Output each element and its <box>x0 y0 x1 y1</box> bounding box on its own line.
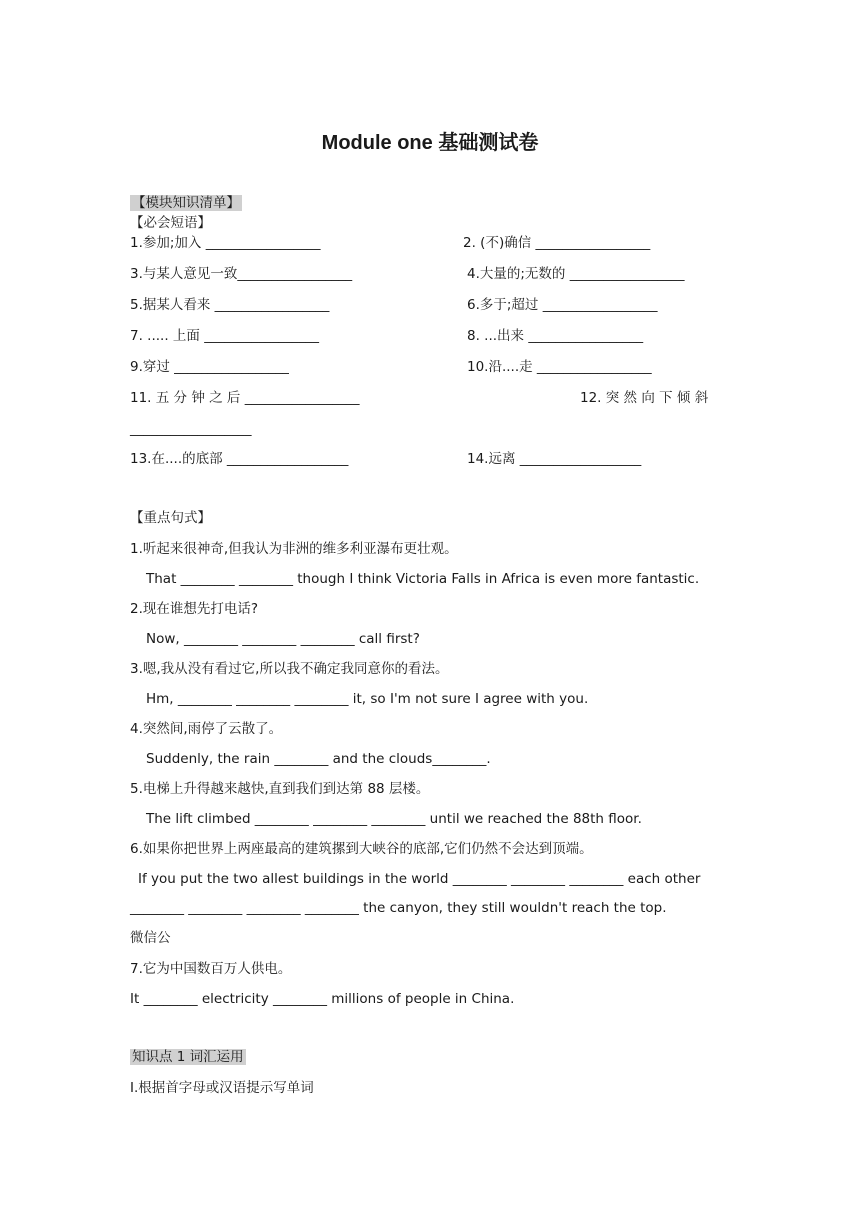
sentence-chinese: 7.它为中国数百万人供电。 <box>130 961 292 977</box>
sentence-english: Suddenly, the rain ________ and the clouds________. <box>146 751 491 767</box>
sentence-english: Hm, ________ ________ ________ it, so I'm not sure I agree with you. <box>146 691 589 707</box>
phrase-item: 10.沿....走 _________________ <box>467 359 652 375</box>
phrase-item: 4.大量的;无数的 _________________ <box>467 266 685 282</box>
section-header-sentences: 【重点句式】 <box>130 510 211 526</box>
sentence-english: The lift climbed ________ ________ ________ until we reached the 88th floor. <box>146 811 642 827</box>
phrase-answer-line: __________________ <box>130 421 252 437</box>
watermark-text: 微信公 <box>130 930 171 946</box>
sentence-english: ________ ________ ________ ________ the canyon, they still wouldn't reach the top. <box>130 900 667 916</box>
task-instruction: I.根据首字母或汉语提示写单词 <box>130 1080 314 1096</box>
sentence-chinese: 1.听起来很神奇,但我认为非洲的维多利亚瀑布更壮观。 <box>130 541 458 557</box>
phrase-item: 14.远离 __________________ <box>467 451 642 467</box>
page-title: Module one 基础测试卷 <box>321 132 539 154</box>
sentence-english: Now, ________ ________ ________ call first? <box>146 631 420 647</box>
phrase-item: 2. (不)确信 _________________ <box>463 235 651 251</box>
phrase-item: 3.与某人意见一致_________________ <box>130 266 353 282</box>
phrase-item: 9.穿过 _________________ <box>130 359 289 375</box>
sentence-chinese: 3.嗯,我从没有看过它,所以我不确定我同意你的看法。 <box>130 661 449 677</box>
sentence-chinese: 5.电梯上升得越来越快,直到我们到达第 88 层楼。 <box>130 781 430 797</box>
phrase-item: 12. 突 然 向 下 倾 斜 <box>580 390 709 406</box>
phrase-item: 5.据某人看来 _________________ <box>130 297 330 313</box>
phrase-item: 6.多于;超过 _________________ <box>467 297 658 313</box>
section-header-vocab <box>130 1048 246 1066</box>
phrase-item: 13.在....的底部 __________________ <box>130 451 349 467</box>
phrase-item: 8. ...出来 _________________ <box>467 328 644 344</box>
phrase-item: 7. ..... 上面 _________________ <box>130 328 319 344</box>
section-header-knowledge-list <box>130 194 242 212</box>
sentence-chinese: 6.如果你把世界上两座最高的建筑摞到大峡谷的底部,它们仍然不会达到顶端。 <box>130 841 593 857</box>
section-header-phrases: 【必会短语】 <box>130 215 211 231</box>
sentence-english: It ________ electricity ________ millions of people in China. <box>130 991 515 1007</box>
phrase-item: 1.参加;加入 _________________ <box>130 235 321 251</box>
section-label: 知识点 1 词汇运用 <box>132 1049 244 1065</box>
sentence-english: If you put the two allest buildings in the world ________ ________ ________ each other <box>138 871 701 887</box>
sentence-english: That ________ ________ though I think Victoria Falls in Africa is even more fantastic. <box>146 571 700 587</box>
phrase-item: 11. 五 分 钟 之 后 _________________ <box>130 390 360 406</box>
section-label: 【模块知识清单】 <box>132 195 240 211</box>
sentence-chinese: 2.现在谁想先打电话? <box>130 601 259 617</box>
sentence-chinese: 4.突然间,雨停了云散了。 <box>130 721 283 737</box>
